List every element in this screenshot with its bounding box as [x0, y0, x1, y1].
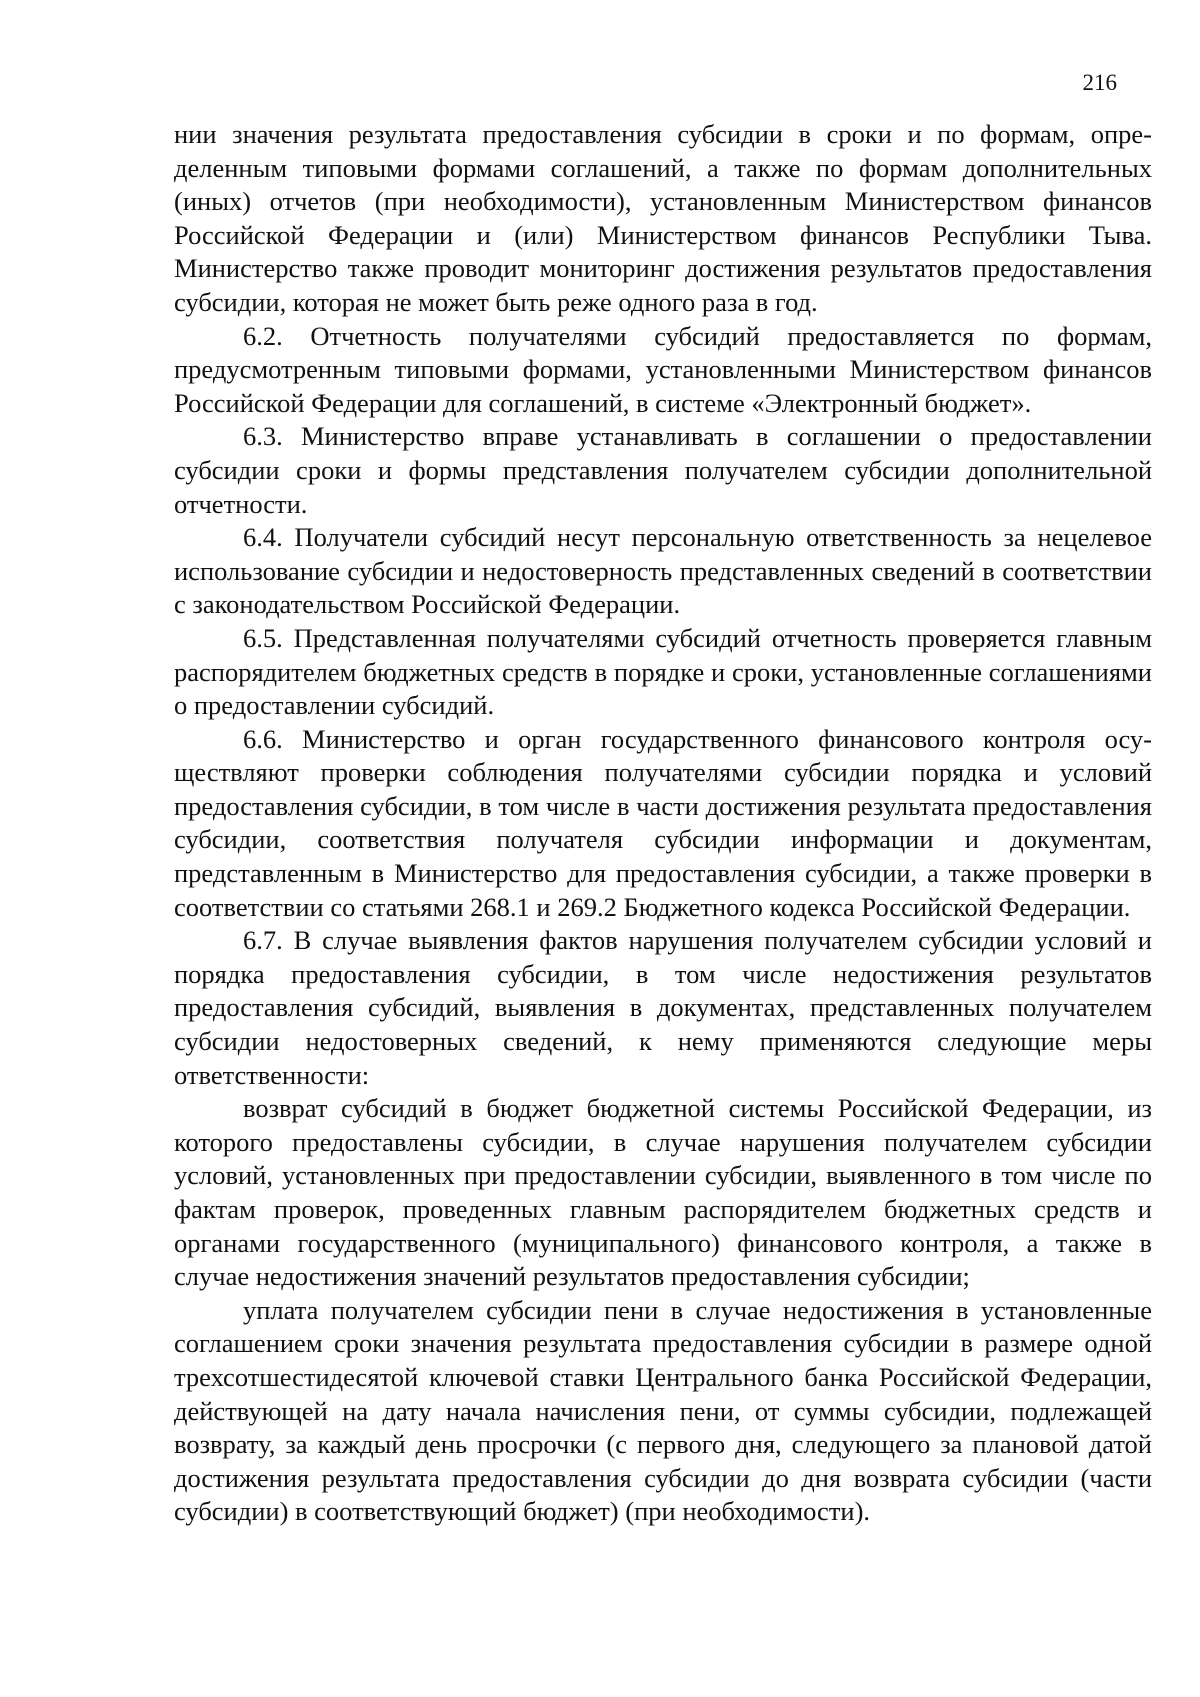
paragraph-6-4: 6.4. Получатели субсидий несут персональную ответственность за нецелевое использование субсидии и недостоверность представленных сведений в соответствии с законодательством Российской Федерации. [174, 522, 1152, 620]
paragraph-measure-refund: возврат субсидий в бюджет бюджетной системы Российской Федерации, из которого предоставлены субсидии, в случае нарушения получателем субсидии условий, установленных при предоставлении субсидии, выявленного в том числе по фактам проверок, проведенных главным распорядителем бюджетных средств и органами государственного (муниципального) финансового контроля, а также в случае недостижения значений результатов предоставления субсидии; [174, 1093, 1152, 1292]
paragraph-6-3: 6.3. Министерство вправе устанавливать в соглашении о предоставлении субсидии сроки и формы представления получателем субсидии дополнительной отчетности. [174, 421, 1152, 519]
document-body [174, 118, 1152, 1529]
paragraph-measure-penalty: уплата получателем субсидии пени в случае недостижения в установленные соглашением сроки значения результата предоставления субсидии в размере одной трехсотшестидесятой ключевой ставки Центрального банка Российской Федерации, действующей на дату начала начисления пени, от суммы субсидии, подлежащей возврату, за каждый день просрочки (с первого дня, следующего за плановой датой достижения результата предоставления субсидии до дня возврата субсидии (части субсидии) в соответствующий бюджет) (при необходимости). [174, 1294, 1152, 1527]
paragraph-continuation: нии значения результата предоставления субсидии в сроки и по формам, определенным типовыми формами соглашений, а также по формам дополнительных (иных) отчетов (при необходимости), установленным Министерством финансов Российской Федерации и (или) Министерством финансов Республики Тыва. Министерство также проводит мониторинг достижения результатов предоставления субсидии, которая не может быть реже одного раза в год. [174, 119, 1152, 317]
paragraph-6-6: 6.6. Министерство и орган государственного финансового контроля осуществляют проверки соблюдения получателями субсидии порядка и условий предоставления субсидии, в том числе в части достижения результата предоставления субсидии, соответствия получателя субсидии информации и документам, представленным в Министерство для предоставления субсидии, а также проверки в соответствии со статьями 268.1 и 269.2 Бюджетного кодекса Российской Федерации. [174, 723, 1152, 922]
paragraph-6-5: 6.5. Представленная получателями субсидий отчетность проверяется главным распорядителем бюджетных средств в порядке и сроки, установленные соглашениями о предоставлении субсидий. [174, 622, 1152, 721]
paragraph-6-2: 6.2. Отчетность получателями субсидий предоставляется по формам, предусмотренным типовыми формами, установленными Министерством финансов Российской Федерации для соглашений, в системе «Электронный бюджет». [174, 320, 1152, 418]
page-number: 216 [1082, 70, 1117, 95]
paragraph-6-7: 6.7. В случае выявления фактов нарушения получателем субсидии условий и порядка предоставления субсидии, в том числе недостижения результатов предоставления субсидий, выявления в документах, представленных получателем субсидии недостоверных сведений, к нему применяются следующие меры ответственности: [174, 925, 1152, 1090]
